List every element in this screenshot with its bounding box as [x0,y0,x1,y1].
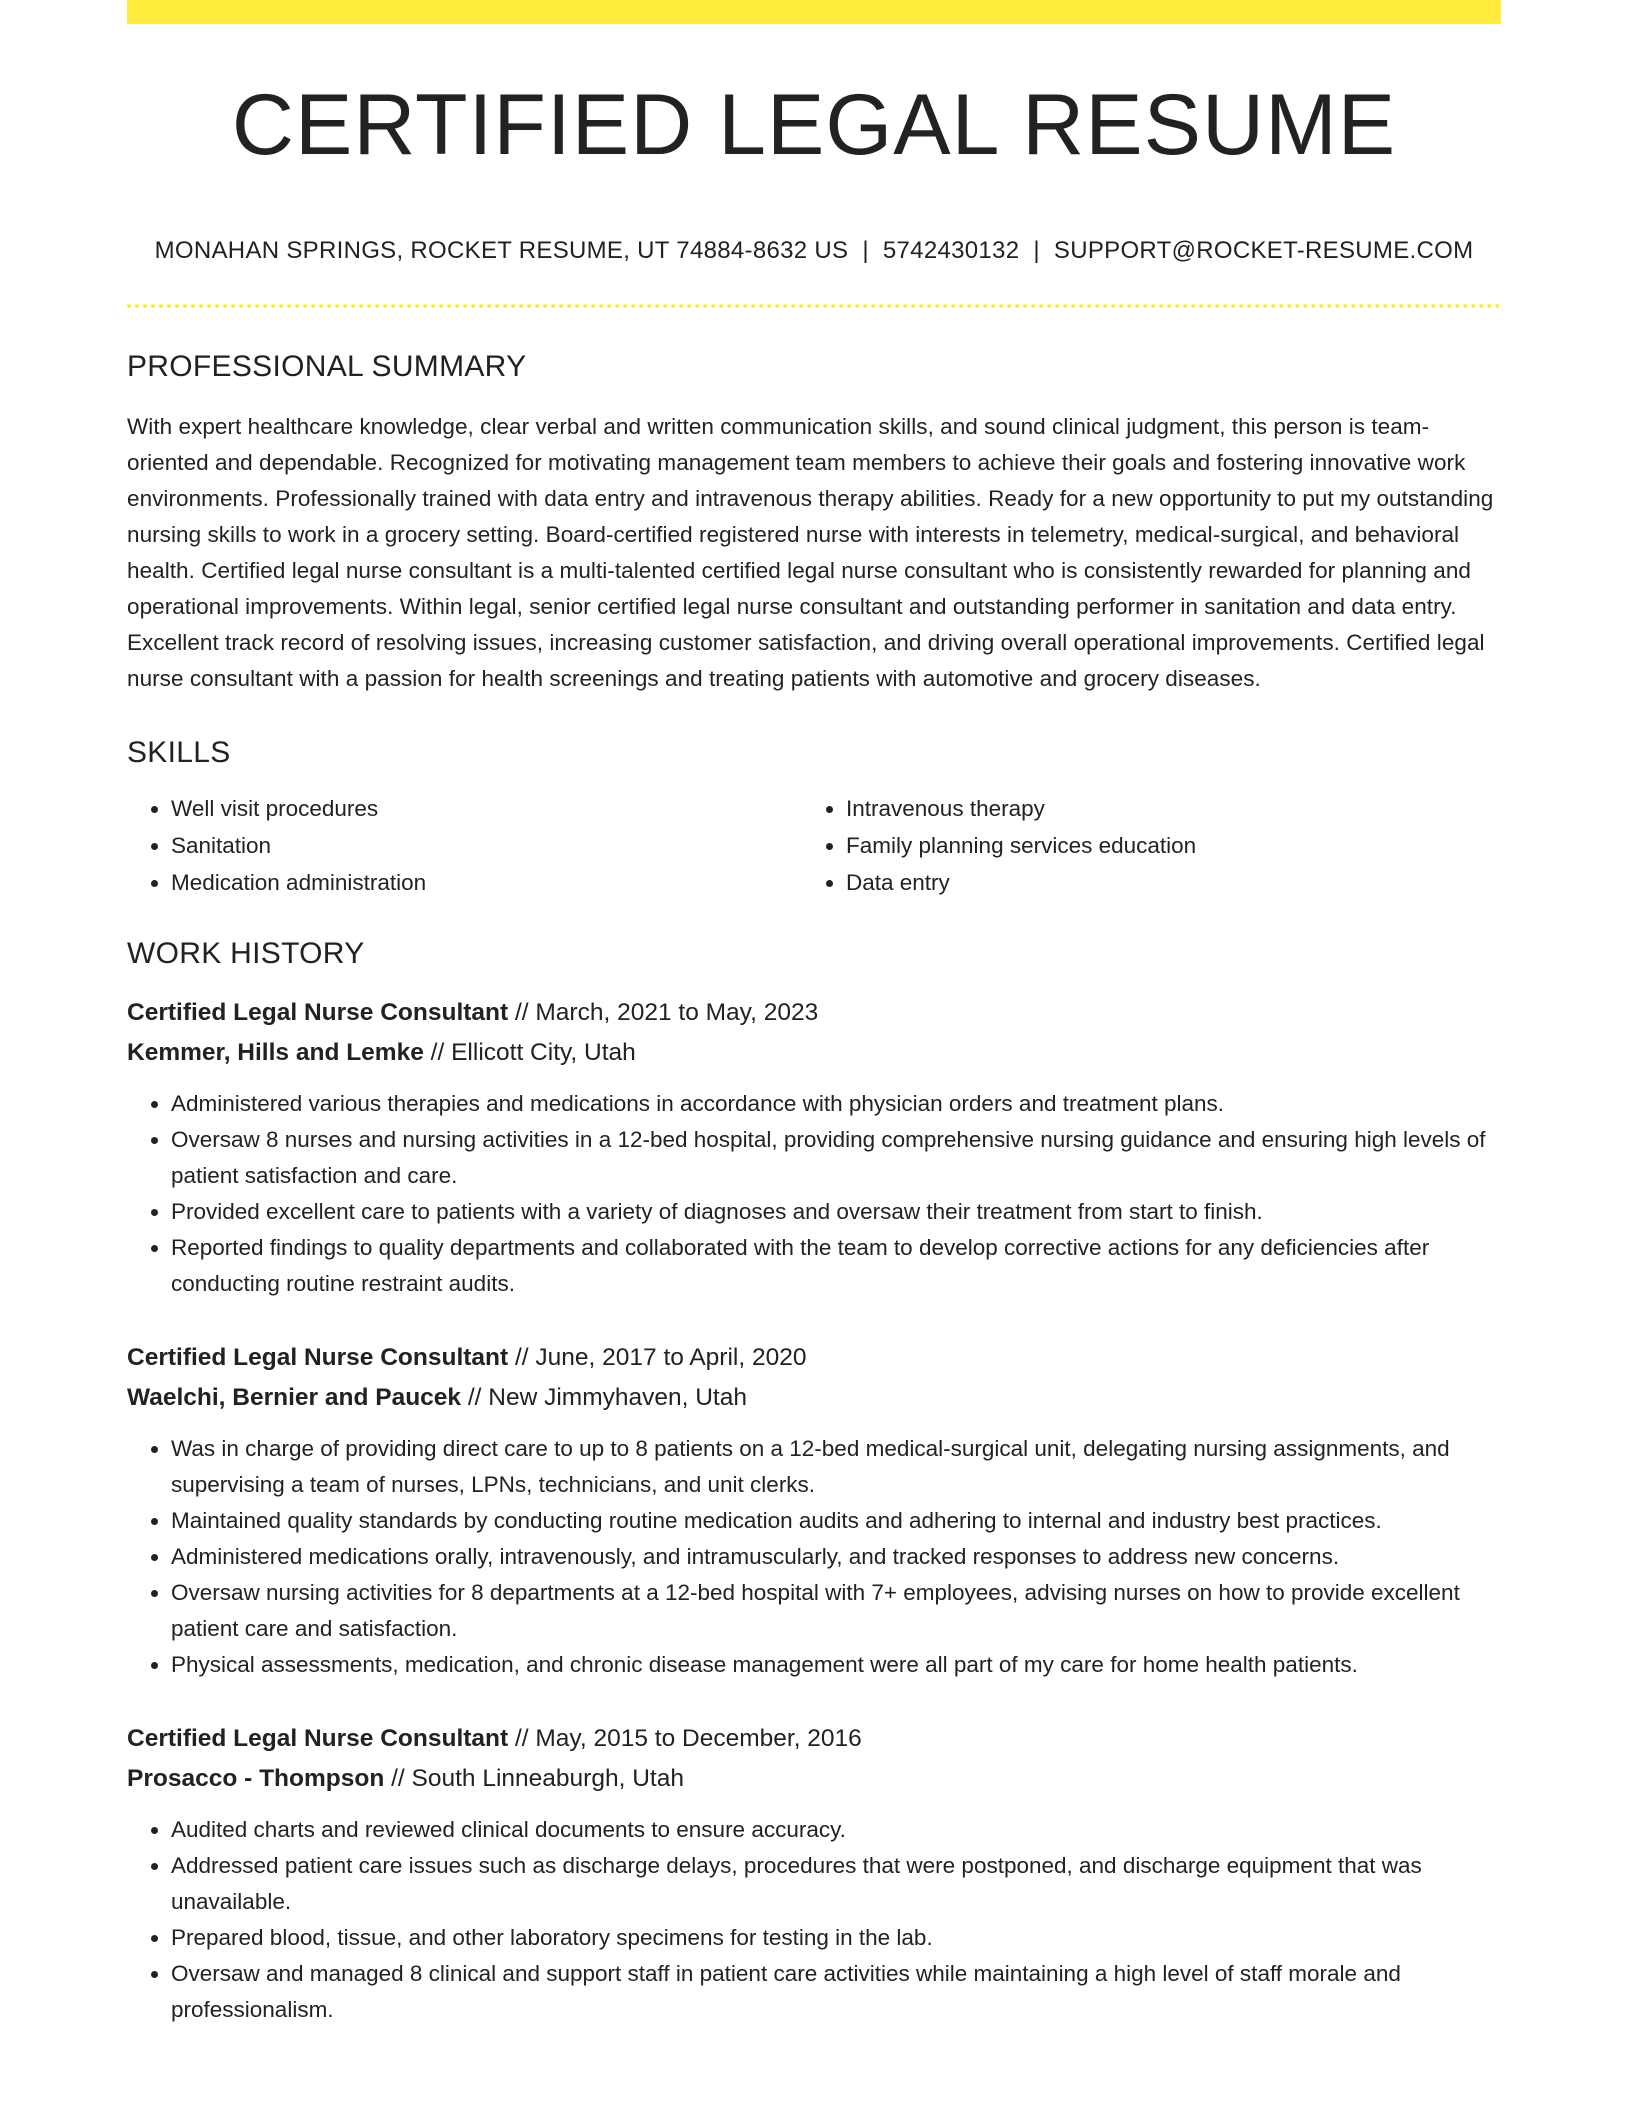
job-title: Certified Legal Nurse Consultant [127,1344,509,1371]
job-bullet: • Was in charge of providing direct care to up to 8 patients on a 12-bed medical-surgical unit, delegating nursing assignments, and supervising a team of nurses, LPNs, technicians, and unit clerks. [171,1431,1501,1503]
job-bullet: • Prepared blood, tissue, and other laboratory specimens for testing in the lab. [171,1920,1501,1956]
summary-heading: PROFESSIONAL SUMMARY [127,350,527,383]
summary-text: With expert healthcare knowledge, clear verbal and written communication skills, and sound clinical judgment, this person is team-oriented and dependable. Recognized for motivating management team members to achieve their goals and fostering innovative work environments. Professionally trained with data entry and intravenous therapy abilities. Ready for a new opportunity to put my outstanding nursing skills to work in a grocery setting. Board-certified registered nurse with interests in telemetry, medical-surgical, and behavioral health. Certified legal nurse consultant is a multi-talented certified legal nurse consultant who is consistently rewarded for planning and operational improvements. Within legal, senior certified legal nurse consultant and outstanding performer in sanitation and data entry. Excellent track record of resolving issues, increasing customer satisfaction, and driving overall operational improvements. Certified legal nurse consultant with a passion for health screenings and treating patients with automotive and grocery diseases. [127,414,1494,691]
job-company-line [127,1759,1501,1799]
skill-item: • Family planning services education [846,827,1477,864]
job-bullet: • Maintained quality standards by conducting routine medication audits and adhering to internal and industry best practices. [171,1503,1501,1539]
job-location: // South Linneaburgh, Utah [384,1765,684,1792]
job-entry [127,993,1501,1302]
skills-column-right [802,790,1477,901]
job-bullet: • Reported findings to quality departments and collaborated with the team to develop corrective actions for any deficiencies after conducting routine restraint audits. [171,1230,1501,1302]
contact-separator: | [862,237,869,264]
skill-item: • Data entry [846,864,1477,901]
skills-column-left [127,790,802,901]
job-bullet: • Administered various therapies and medications in accordance with physician orders and treatment plans. [171,1086,1501,1122]
job-company: Prosacco - Thompson [127,1765,385,1792]
job-bullet: • Addressed patient care issues such as discharge delays, procedures that were postponed, and discharge equipment that was unavailable. [171,1848,1501,1920]
job-location: // New Jimmyhaven, Utah [461,1384,747,1411]
job-title: Certified Legal Nurse Consultant [127,1725,509,1752]
job-title-line [127,1338,1501,1378]
job-bullet: • Provided excellent care to patients with a variety of diagnoses and oversaw their treatment from start to finish. [171,1194,1501,1230]
job-company: Kemmer, Hills and Lemke [127,1039,424,1066]
job-bullets [127,1812,1501,2028]
skill-item: • Intravenous therapy [846,790,1477,827]
job-bullet: • Oversaw and managed 8 clinical and support staff in patient care activities while maintaining a high level of staff morale and professionalism. [171,1956,1501,2028]
job-bullet: • Administered medications orally, intravenously, and intramuscularly, and tracked responses to address new concerns. [171,1539,1501,1575]
skill-item: • Sanitation [171,827,802,864]
contact-separator: | [1033,237,1040,264]
skills-heading: SKILLS [127,736,231,769]
job-company-line [127,1378,1501,1418]
job-dates: // May, 2015 to December, 2016 [508,1725,862,1752]
job-company: Waelchi, Bernier and Paucek [127,1384,462,1411]
resume-title: CERTIFIED LEGAL RESUME [231,77,1397,173]
contact-email: SUPPORT@ROCKET-RESUME.COM [1053,237,1474,264]
contact-address: MONAHAN SPRINGS, ROCKET RESUME, UT 74884-8632 US [154,237,849,264]
skill-item: • Well visit procedures [171,790,802,827]
job-bullet: • Oversaw 8 nurses and nursing activities in a 12-bed hospital, providing comprehensive nursing guidance and ensuring high levels of patient satisfaction and care. [171,1122,1501,1194]
job-entry [127,1338,1501,1683]
top-accent-bar [127,0,1501,24]
job-bullet: • Oversaw nursing activities for 8 departments at a 12-bed hospital with 7+ employees, advising nurses on how to provide excellent patient care and satisfaction. [171,1575,1501,1647]
job-bullets [127,1086,1501,1302]
job-bullet: • Physical assessments, medication, and chronic disease management were all part of my care for home health patients. [171,1647,1501,1683]
dotted-divider [127,304,1501,308]
work-history-heading: WORK HISTORY [127,937,365,970]
job-dates: // March, 2021 to May, 2023 [508,999,819,1026]
job-bullets [127,1431,1501,1683]
contact-line [127,237,1501,265]
job-title-line [127,993,1501,1033]
skill-item: • Medication administration [171,864,802,901]
job-company-line [127,1033,1501,1073]
job-title-line [127,1719,1501,1759]
skills-list [127,790,1501,901]
job-location: // Ellicott City, Utah [423,1039,636,1066]
job-entry [127,1719,1501,2028]
contact-phone: 5742430132 [882,237,1020,264]
job-bullet: • Audited charts and reviewed clinical documents to ensure accuracy. [171,1812,1501,1848]
job-title: Certified Legal Nurse Consultant [127,999,509,1026]
job-dates: // June, 2017 to April, 2020 [508,1344,807,1371]
resume-page [127,0,1501,2028]
